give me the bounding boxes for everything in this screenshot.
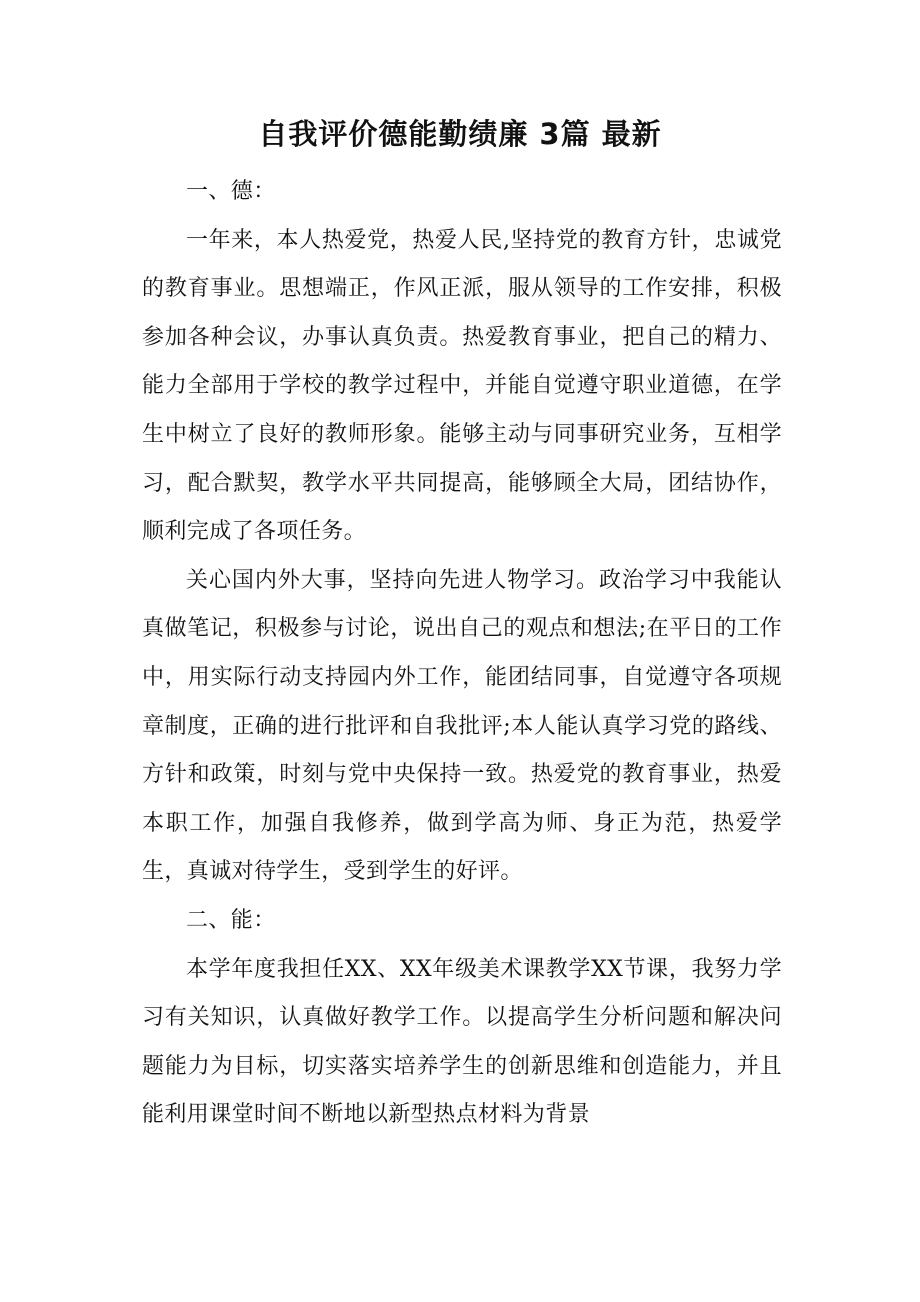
document-body bbox=[142, 168, 782, 1140]
section-heading-neng: 二、能： bbox=[186, 907, 276, 933]
paragraph: 关心国内外大事，坚持向先进人物学习。政治学习中我能认真做笔记，积极参与讨论，说出自己的观点和想法;在平日的工作中，用实际行动支持园内外工作，能团结同事，自觉遵守各项规章制度，正确的进行批评和自我批评;本人能认真学习党的路线、方针和政策，时刻与党中央保持一致。热爱党的教育事业，热爱本职工作，加强自我修养，做到学高为师、身正为范，热爱学生，真诚对待学生，受到学生的好评。 bbox=[142, 567, 782, 885]
paragraph: 本学年度我担任XX、XX年级美术课教学XX节课，我努力学习有关知识，认真做好教学工作。以提高学生分析问题和解决问题能力为目标，切实落实培养学生的创新思维和创造能力，并且能利用课堂时间不断地以新型热点材料为背景 bbox=[142, 956, 782, 1128]
section-heading-de: 一、德： bbox=[186, 179, 276, 204]
paragraph: 一年来，本人热爱党，热爱人民,坚持党的教育方针，忠诚党的教育事业。思想端正，作风正派，服从领导的工作安排，积极参加各种会议，办事认真负责。热爱教育事业，把自己的精力、能力全部用于学校的教学过程中，并能自觉遵守职业道德，在学生中树立了良好的教师形象。能够主动与同事研究业务，互相学习，配合默契，教学水平共同提高，能够顾全大局，团结协作，顺利完成了各项任务。 bbox=[142, 227, 782, 545]
document-title: 自我评价德能勤绩廉 3篇 最新 bbox=[258, 117, 662, 151]
